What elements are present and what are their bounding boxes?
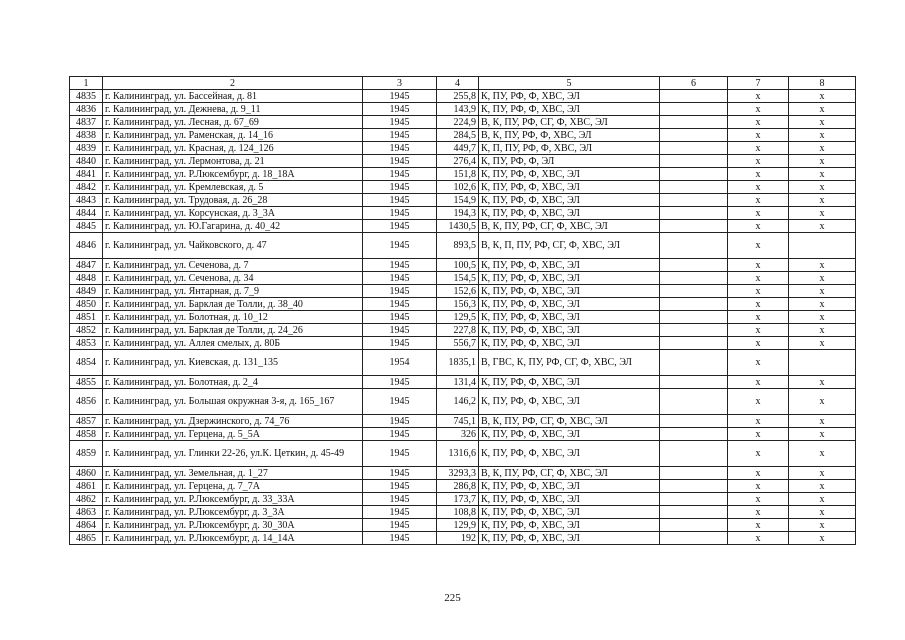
column-8-mark: x (789, 142, 856, 155)
address-cell: г. Калининград, ул. Р.Люксембург, д. 33_33А (103, 493, 363, 506)
row-number-cell: 4838 (70, 129, 103, 142)
column-8-mark: x (789, 181, 856, 194)
column-6-cell (660, 103, 728, 116)
elements-cell: К, ПУ, РФ, Ф, ХВС, ЭЛ (479, 285, 660, 298)
address-cell: г. Калининград, ул. Р.Люксембург, д. 3_3А (103, 506, 363, 519)
elements-cell: К, П, ПУ, РФ, Ф, ХВС, ЭЛ (479, 142, 660, 155)
area-cell: 131,4 (437, 376, 479, 389)
address-cell: г. Калининград, ул. Барклая де Толли, д. 38_40 (103, 298, 363, 311)
column-7-mark: x (728, 116, 789, 129)
column-7-mark: x (728, 298, 789, 311)
housing-registry-table (69, 76, 856, 545)
elements-cell: К, ПУ, РФ, Ф, ХВС, ЭЛ (479, 519, 660, 532)
elements-cell: К, ПУ, РФ, Ф, ХВС, ЭЛ (479, 272, 660, 285)
header-row (70, 77, 856, 90)
elements-cell: В, К, ПУ, РФ, СГ, Ф, ХВС, ЭЛ (479, 220, 660, 233)
column-7-mark: x (728, 207, 789, 220)
address-cell: г. Калининград, ул. Р.Люксембург, д. 30_30А (103, 519, 363, 532)
elements-cell: К, ПУ, РФ, Ф, ХВС, ЭЛ (479, 428, 660, 441)
address-cell: г. Калининград, ул. Земельная, д. 1_27 (103, 467, 363, 480)
year-cell: 1945 (363, 90, 437, 103)
column-6-cell (660, 350, 728, 376)
year-cell: 1945 (363, 506, 437, 519)
elements-cell: К, ПУ, РФ, Ф, ХВС, ЭЛ (479, 103, 660, 116)
year-cell: 1945 (363, 441, 437, 467)
column-7-mark: x (728, 129, 789, 142)
area-cell: 893,5 (437, 233, 479, 259)
row-number-cell: 4865 (70, 532, 103, 545)
year-cell: 1945 (363, 389, 437, 415)
elements-cell: В, К, П, ПУ, РФ, СГ, Ф, ХВС, ЭЛ (479, 233, 660, 259)
row-number-cell: 4842 (70, 181, 103, 194)
row-number-cell: 4853 (70, 337, 103, 350)
column-7-mark: x (728, 233, 789, 259)
address-cell: г. Калининград, ул. Болотная, д. 2_4 (103, 376, 363, 389)
column-8-mark: x (789, 467, 856, 480)
column-7-mark: x (728, 389, 789, 415)
year-cell: 1945 (363, 337, 437, 350)
elements-cell: В, К, ПУ, РФ, СГ, Ф, ХВС, ЭЛ (479, 467, 660, 480)
column-8-mark: x (789, 168, 856, 181)
table-row (70, 337, 856, 350)
column-7-mark: x (728, 480, 789, 493)
area-cell: 129,5 (437, 311, 479, 324)
row-number-cell: 4863 (70, 506, 103, 519)
column-8-mark: x (789, 129, 856, 142)
elements-cell: В, К, ПУ, РФ, СГ, Ф, ХВС, ЭЛ (479, 415, 660, 428)
row-number-cell: 4836 (70, 103, 103, 116)
year-cell: 1945 (363, 220, 437, 233)
row-number-cell: 4844 (70, 207, 103, 220)
area-cell: 192 (437, 532, 479, 545)
year-cell: 1945 (363, 493, 437, 506)
table-row (70, 350, 856, 376)
table-row (70, 168, 856, 181)
table-row (70, 142, 856, 155)
column-8-mark: x (789, 493, 856, 506)
column-7-mark: x (728, 220, 789, 233)
row-number-cell: 4843 (70, 194, 103, 207)
table-row (70, 376, 856, 389)
year-cell: 1945 (363, 415, 437, 428)
address-cell: г. Калининград, ул. Корсунская, д. 3_3А (103, 207, 363, 220)
address-cell: г. Калининград, ул. Глинки 22-26, ул.К. Цеткин, д. 45-49 (103, 441, 363, 467)
address-cell: г. Калининград, ул. Чайковского, д. 47 (103, 233, 363, 259)
address-cell: г. Калининград, ул. Кремлевская, д. 5 (103, 181, 363, 194)
table-row (70, 480, 856, 493)
row-number-cell: 4851 (70, 311, 103, 324)
area-cell: 156,3 (437, 298, 479, 311)
area-cell: 173,7 (437, 493, 479, 506)
elements-cell: К, ПУ, РФ, Ф, ХВС, ЭЛ (479, 506, 660, 519)
column-8-mark: x (789, 389, 856, 415)
year-cell: 1945 (363, 324, 437, 337)
column-8-mark: x (789, 519, 856, 532)
address-cell: г. Калининград, ул. Сеченова, д. 7 (103, 259, 363, 272)
row-number-cell: 4849 (70, 285, 103, 298)
year-cell: 1945 (363, 298, 437, 311)
row-number-cell: 4845 (70, 220, 103, 233)
area-cell: 146,2 (437, 389, 479, 415)
area-cell: 129,9 (437, 519, 479, 532)
table-row (70, 285, 856, 298)
column-6-cell (660, 324, 728, 337)
year-cell: 1945 (363, 233, 437, 259)
row-number-cell: 4864 (70, 519, 103, 532)
address-cell: г. Калининград, ул. Янтарная, д. 7_9 (103, 285, 363, 298)
elements-cell: В, К, ПУ, РФ, СГ, Ф, ХВС, ЭЛ (479, 116, 660, 129)
header-cell-1: 1 (70, 77, 103, 90)
column-8-mark: x (789, 428, 856, 441)
column-6-cell (660, 142, 728, 155)
year-cell: 1945 (363, 259, 437, 272)
area-cell: 449,7 (437, 142, 479, 155)
elements-cell: К, ПУ, РФ, Ф, ХВС, ЭЛ (479, 532, 660, 545)
area-cell: 194,3 (437, 207, 479, 220)
column-8-mark: x (789, 220, 856, 233)
table-row (70, 389, 856, 415)
address-cell: г. Калининград, ул. Бассейная, д. 81 (103, 90, 363, 103)
elements-cell: К, ПУ, РФ, Ф, ХВС, ЭЛ (479, 207, 660, 220)
area-cell: 154,9 (437, 194, 479, 207)
column-8-mark (789, 350, 856, 376)
table-row (70, 155, 856, 168)
header-cell-4: 4 (437, 77, 479, 90)
address-cell: г. Калининград, ул. Красная, д. 124_126 (103, 142, 363, 155)
year-cell: 1945 (363, 168, 437, 181)
column-7-mark: x (728, 194, 789, 207)
elements-cell: В, ГВС, К, ПУ, РФ, СГ, Ф, ХВС, ЭЛ (479, 350, 660, 376)
column-7-mark: x (728, 103, 789, 116)
elements-cell: К, ПУ, РФ, Ф, ХВС, ЭЛ (479, 337, 660, 350)
header-cell-7: 7 (728, 77, 789, 90)
year-cell: 1945 (363, 376, 437, 389)
year-cell: 1945 (363, 285, 437, 298)
table-row (70, 493, 856, 506)
year-cell: 1945 (363, 155, 437, 168)
area-cell: 151,8 (437, 168, 479, 181)
column-7-mark: x (728, 259, 789, 272)
table-row (70, 441, 856, 467)
row-number-cell: 4839 (70, 142, 103, 155)
elements-cell: К, ПУ, РФ, Ф, ХВС, ЭЛ (479, 389, 660, 415)
column-6-cell (660, 207, 728, 220)
column-7-mark: x (728, 506, 789, 519)
column-6-cell (660, 428, 728, 441)
area-cell: 102,6 (437, 181, 479, 194)
address-cell: г. Калининград, ул. Лесная, д. 67_69 (103, 116, 363, 129)
table-row (70, 519, 856, 532)
area-cell: 556,7 (437, 337, 479, 350)
table-row (70, 194, 856, 207)
row-number-cell: 4840 (70, 155, 103, 168)
table-row (70, 233, 856, 259)
address-cell: г. Калининград, ул. Лермонтова, д. 21 (103, 155, 363, 168)
address-cell: г. Калининград, ул. Киевская, д. 131_135 (103, 350, 363, 376)
header-cell-5: 5 (479, 77, 660, 90)
column-8-mark: x (789, 441, 856, 467)
header-cell-3: 3 (363, 77, 437, 90)
row-number-cell: 4841 (70, 168, 103, 181)
row-number-cell: 4854 (70, 350, 103, 376)
year-cell: 1945 (363, 194, 437, 207)
year-cell: 1945 (363, 181, 437, 194)
row-number-cell: 4837 (70, 116, 103, 129)
table-row (70, 220, 856, 233)
table-row (70, 181, 856, 194)
column-8-mark: x (789, 376, 856, 389)
table-row (70, 311, 856, 324)
elements-cell: К, ПУ, РФ, Ф, ХВС, ЭЛ (479, 90, 660, 103)
area-cell: 154,5 (437, 272, 479, 285)
elements-cell: К, ПУ, РФ, Ф, ХВС, ЭЛ (479, 376, 660, 389)
table-row (70, 272, 856, 285)
column-6-cell (660, 467, 728, 480)
year-cell: 1954 (363, 350, 437, 376)
column-8-mark: x (789, 311, 856, 324)
elements-cell: К, ПУ, РФ, Ф, ХВС, ЭЛ (479, 441, 660, 467)
column-8-mark: x (789, 207, 856, 220)
column-8-mark: x (789, 90, 856, 103)
column-7-mark: x (728, 519, 789, 532)
column-7-mark: x (728, 350, 789, 376)
header-cell-2: 2 (103, 77, 363, 90)
area-cell: 224,9 (437, 116, 479, 129)
column-6-cell (660, 285, 728, 298)
column-7-mark: x (728, 441, 789, 467)
elements-cell: К, ПУ, РФ, Ф, ХВС, ЭЛ (479, 298, 660, 311)
address-cell: г. Калининград, ул. Герцена, д. 5_5А (103, 428, 363, 441)
column-7-mark: x (728, 324, 789, 337)
table-row (70, 428, 856, 441)
address-cell: г. Калининград, ул. Р.Люксембург, д. 14_14А (103, 532, 363, 545)
address-cell: г. Калининград, ул. Сеченова, д. 34 (103, 272, 363, 285)
column-8-mark: x (789, 103, 856, 116)
year-cell: 1945 (363, 519, 437, 532)
table-row (70, 129, 856, 142)
table-row (70, 103, 856, 116)
year-cell: 1945 (363, 532, 437, 545)
column-6-cell (660, 441, 728, 467)
table-row (70, 415, 856, 428)
area-cell: 1430,5 (437, 220, 479, 233)
address-cell: г. Калининград, ул. Герцена, д. 7_7А (103, 480, 363, 493)
year-cell: 1945 (363, 428, 437, 441)
area-cell: 1835,1 (437, 350, 479, 376)
column-8-mark: x (789, 272, 856, 285)
column-6-cell (660, 480, 728, 493)
column-7-mark: x (728, 90, 789, 103)
row-number-cell: 4858 (70, 428, 103, 441)
column-7-mark: x (728, 181, 789, 194)
year-cell: 1945 (363, 129, 437, 142)
column-7-mark: x (728, 467, 789, 480)
row-number-cell: 4857 (70, 415, 103, 428)
column-6-cell (660, 259, 728, 272)
column-6-cell (660, 415, 728, 428)
table-row (70, 116, 856, 129)
elements-cell: К, ПУ, РФ, Ф, ХВС, ЭЛ (479, 493, 660, 506)
elements-cell: В, К, ПУ, РФ, Ф, ХВС, ЭЛ (479, 129, 660, 142)
address-cell: г. Калининград, ул. Дежнева, д. 9_11 (103, 103, 363, 116)
row-number-cell: 4848 (70, 272, 103, 285)
year-cell: 1945 (363, 311, 437, 324)
address-cell: г. Калининград, ул. Болотная, д. 10_12 (103, 311, 363, 324)
table-row (70, 90, 856, 103)
column-6-cell (660, 337, 728, 350)
column-7-mark: x (728, 168, 789, 181)
header-cell-6: 6 (660, 77, 728, 90)
column-6-cell (660, 155, 728, 168)
address-cell: г. Калининград, ул. Барклая де Толли, д. 24_26 (103, 324, 363, 337)
elements-cell: К, ПУ, РФ, Ф, ЭЛ (479, 155, 660, 168)
column-7-mark: x (728, 532, 789, 545)
elements-cell: К, ПУ, РФ, Ф, ХВС, ЭЛ (479, 324, 660, 337)
row-number-cell: 4860 (70, 467, 103, 480)
table-row (70, 532, 856, 545)
row-number-cell: 4862 (70, 493, 103, 506)
column-6-cell (660, 181, 728, 194)
column-6-cell (660, 519, 728, 532)
table-row (70, 324, 856, 337)
area-cell: 745,1 (437, 415, 479, 428)
column-6-cell (660, 389, 728, 415)
column-6-cell (660, 233, 728, 259)
column-6-cell (660, 116, 728, 129)
column-7-mark: x (728, 155, 789, 168)
column-8-mark: x (789, 194, 856, 207)
row-number-cell: 4852 (70, 324, 103, 337)
elements-cell: К, ПУ, РФ, Ф, ХВС, ЭЛ (479, 168, 660, 181)
row-number-cell: 4855 (70, 376, 103, 389)
column-8-mark: x (789, 116, 856, 129)
column-7-mark: x (728, 311, 789, 324)
column-8-mark: x (789, 155, 856, 168)
row-number-cell: 4861 (70, 480, 103, 493)
row-number-cell: 4859 (70, 441, 103, 467)
header-cell-8: 8 (789, 77, 856, 90)
column-6-cell (660, 129, 728, 142)
area-cell: 100,5 (437, 259, 479, 272)
column-6-cell (660, 311, 728, 324)
column-7-mark: x (728, 376, 789, 389)
column-8-mark: x (789, 506, 856, 519)
column-6-cell (660, 376, 728, 389)
row-number-cell: 4856 (70, 389, 103, 415)
column-6-cell (660, 298, 728, 311)
column-7-mark: x (728, 493, 789, 506)
column-8-mark: x (789, 415, 856, 428)
column-6-cell (660, 90, 728, 103)
area-cell: 108,8 (437, 506, 479, 519)
year-cell: 1945 (363, 480, 437, 493)
column-7-mark: x (728, 285, 789, 298)
column-8-mark: x (789, 532, 856, 545)
address-cell: г. Калининград, ул. Трудовая, д. 26_28 (103, 194, 363, 207)
area-cell: 255,8 (437, 90, 479, 103)
elements-cell: К, ПУ, РФ, Ф, ХВС, ЭЛ (479, 181, 660, 194)
year-cell: 1945 (363, 207, 437, 220)
row-number-cell: 4847 (70, 259, 103, 272)
column-7-mark: x (728, 142, 789, 155)
column-6-cell (660, 194, 728, 207)
area-cell: 284,5 (437, 129, 479, 142)
row-number-cell: 4850 (70, 298, 103, 311)
area-cell: 143,9 (437, 103, 479, 116)
year-cell: 1945 (363, 103, 437, 116)
area-cell: 276,4 (437, 155, 479, 168)
year-cell: 1945 (363, 116, 437, 129)
address-cell: г. Калининград, ул. Аллея смелых, д. 80Б (103, 337, 363, 350)
column-7-mark: x (728, 272, 789, 285)
area-cell: 152,6 (437, 285, 479, 298)
column-7-mark: x (728, 428, 789, 441)
address-cell: г. Калининград, ул. Р.Люксембург, д. 18_18А (103, 168, 363, 181)
column-8-mark: x (789, 324, 856, 337)
page-number: 225 (444, 592, 461, 604)
table-row (70, 259, 856, 272)
column-6-cell (660, 532, 728, 545)
area-cell: 227,8 (437, 324, 479, 337)
area-cell: 3293,3 (437, 467, 479, 480)
table-row (70, 207, 856, 220)
address-cell: г. Калининград, ул. Дзержинского, д. 74_76 (103, 415, 363, 428)
area-cell: 286,8 (437, 480, 479, 493)
address-cell: г. Калининград, ул. Большая окружная 3-я, д. 165_167 (103, 389, 363, 415)
column-6-cell (660, 493, 728, 506)
column-7-mark: x (728, 337, 789, 350)
column-6-cell (660, 506, 728, 519)
elements-cell: К, ПУ, РФ, Ф, ХВС, ЭЛ (479, 311, 660, 324)
column-8-mark (789, 233, 856, 259)
table-row (70, 467, 856, 480)
column-8-mark: x (789, 337, 856, 350)
table-body (70, 77, 856, 545)
column-8-mark: x (789, 285, 856, 298)
table-row (70, 506, 856, 519)
column-8-mark: x (789, 480, 856, 493)
column-7-mark: x (728, 415, 789, 428)
column-6-cell (660, 220, 728, 233)
row-number-cell: 4835 (70, 90, 103, 103)
column-6-cell (660, 272, 728, 285)
address-cell: г. Калининград, ул. Ю.Гагарина, д. 40_42 (103, 220, 363, 233)
elements-cell: К, ПУ, РФ, Ф, ХВС, ЭЛ (479, 194, 660, 207)
table-row (70, 298, 856, 311)
column-8-mark: x (789, 298, 856, 311)
elements-cell: К, ПУ, РФ, Ф, ХВС, ЭЛ (479, 259, 660, 272)
year-cell: 1945 (363, 467, 437, 480)
address-cell: г. Калининград, ул. Раменская, д. 14_16 (103, 129, 363, 142)
year-cell: 1945 (363, 142, 437, 155)
area-cell: 326 (437, 428, 479, 441)
area-cell: 1316,6 (437, 441, 479, 467)
column-6-cell (660, 168, 728, 181)
elements-cell: К, ПУ, РФ, Ф, ХВС, ЭЛ (479, 480, 660, 493)
row-number-cell: 4846 (70, 233, 103, 259)
column-8-mark: x (789, 259, 856, 272)
year-cell: 1945 (363, 272, 437, 285)
